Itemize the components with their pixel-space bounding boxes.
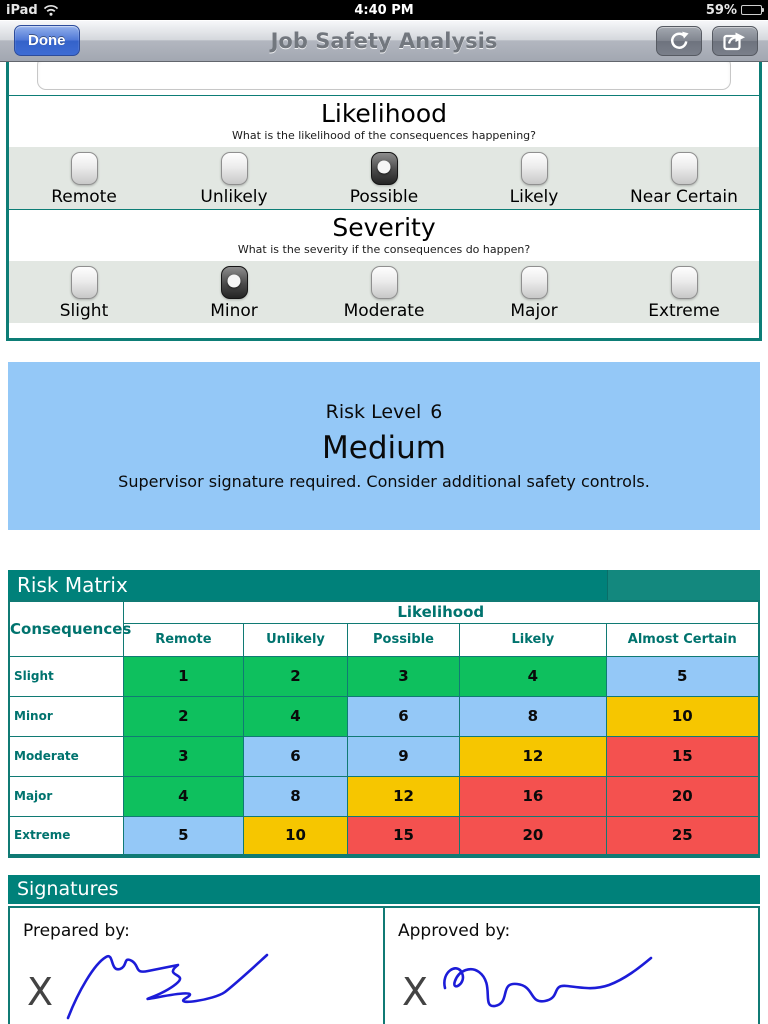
radio-icon[interactable] (221, 152, 248, 185)
matrix-cell: 2 (244, 656, 348, 696)
severity-group (9, 213, 759, 323)
severity-option-extreme[interactable] (609, 266, 759, 321)
matrix-row-header: Moderate (9, 736, 123, 776)
risk-description: Supervisor signature required. Consider additional safety controls. (118, 472, 650, 491)
radio-icon[interactable] (371, 266, 398, 299)
share-icon (722, 30, 748, 52)
prepared-by-label: Prepared by: (23, 921, 130, 941)
risk-level-value: 6 (430, 401, 443, 423)
matrix-cell: 5 (606, 656, 759, 696)
likelihood-option-possible[interactable] (309, 152, 459, 207)
done-button[interactable]: Done (14, 25, 80, 56)
likelihood-option-remote[interactable] (9, 152, 159, 207)
matrix-cell: 4 (123, 776, 244, 816)
option-label: Remote (51, 187, 117, 207)
matrix-cell: 8 (244, 776, 348, 816)
radio-icon[interactable] (671, 266, 698, 299)
x-mark: X (402, 970, 429, 1014)
risk-level-banner (8, 362, 760, 530)
matrix-cell: 10 (606, 696, 759, 736)
matrix-cell: 9 (347, 736, 460, 776)
risk-matrix-title: Risk Matrix (17, 573, 128, 597)
matrix-cell: 6 (347, 696, 460, 736)
matrix-row-header: Major (9, 776, 123, 816)
clock: 4:40 PM (354, 2, 414, 18)
radio-icon[interactable] (671, 152, 698, 185)
risk-matrix-table (8, 600, 760, 858)
signatures-title: Signatures (8, 875, 760, 904)
likelihood-subtitle: What is the likelihood of the consequences happening? (231, 129, 536, 142)
battery-percent-label: 59% (705, 2, 737, 18)
matrix-cell: 16 (460, 776, 606, 816)
matrix-cell: 12 (460, 736, 606, 776)
radio-selected-icon[interactable] (371, 152, 398, 185)
likelihood-group (9, 99, 759, 209)
prepared-signature-field[interactable] (10, 908, 383, 1024)
matrix-column-header: Unlikely (244, 623, 348, 656)
x-mark: X (27, 970, 54, 1014)
severity-subtitle: What is the severity if the consequences do happen? (237, 243, 531, 256)
matrix-row-header: Slight (9, 656, 123, 696)
battery-icon (741, 5, 762, 15)
matrix-row-header: Extreme (9, 816, 123, 856)
signatures-section (8, 875, 760, 1024)
radio-icon[interactable] (71, 266, 98, 299)
matrix-cell: 8 (460, 696, 606, 736)
severity-option-slight[interactable] (9, 266, 159, 321)
matrix-row (9, 696, 759, 736)
signatures-body (8, 906, 760, 1024)
matrix-cell: 20 (460, 816, 606, 856)
option-label: Extreme (648, 301, 720, 321)
likelihood-option-near-certain[interactable] (609, 152, 759, 207)
matrix-cell: 1 (123, 656, 244, 696)
risk-matrix-section (8, 570, 760, 858)
risk-matrix-header-spacer (607, 570, 760, 600)
approved-signature-stroke (437, 940, 687, 1024)
matrix-column-header: Remote (123, 623, 244, 656)
likelihood-option-unlikely[interactable] (159, 152, 309, 207)
share-button[interactable] (712, 26, 758, 56)
option-label: Slight (59, 301, 109, 321)
risk-matrix-header-bar (8, 570, 760, 600)
refresh-button[interactable] (656, 26, 702, 56)
option-label: Moderate (343, 301, 425, 321)
option-label: Minor (210, 301, 258, 321)
likelihood-option-likely[interactable] (459, 152, 609, 207)
likelihood-title: Likelihood (320, 99, 448, 128)
carrier-label: iPad (6, 2, 38, 18)
risk-category: Medium (322, 430, 446, 466)
severity-option-minor[interactable] (159, 266, 309, 321)
jsa-form-section (6, 56, 762, 341)
matrix-row (9, 656, 759, 696)
radio-selected-icon[interactable] (221, 266, 248, 299)
matrix-cell: 3 (123, 736, 244, 776)
matrix-cell: 10 (244, 816, 348, 856)
severity-option-major[interactable] (459, 266, 609, 321)
matrix-cell: 4 (460, 656, 606, 696)
matrix-row (9, 816, 759, 856)
option-label: Likely (509, 187, 559, 207)
separator (9, 95, 759, 96)
severity-options-row (9, 261, 759, 323)
radio-icon[interactable] (521, 152, 548, 185)
severity-option-moderate[interactable] (309, 266, 459, 321)
status-bar (0, 0, 768, 20)
matrix-cell: 3 (347, 656, 460, 696)
matrix-column-header: Almost Certain (606, 623, 759, 656)
severity-title: Severity (332, 213, 436, 242)
approved-by-label: Approved by: (398, 921, 511, 941)
matrix-cell: 25 (606, 816, 759, 856)
option-label: Unlikely (200, 187, 268, 207)
option-label: Near Certain (630, 187, 738, 207)
risk-level-label: Risk Level (325, 401, 422, 423)
matrix-cell: 12 (347, 776, 460, 816)
radio-icon[interactable] (71, 152, 98, 185)
radio-icon[interactable] (521, 266, 548, 299)
matrix-cell: 6 (244, 736, 348, 776)
option-label: Possible (349, 187, 419, 207)
matrix-column-header: Possible (347, 623, 460, 656)
matrix-cell: 20 (606, 776, 759, 816)
prepared-signature-stroke (62, 940, 302, 1024)
matrix-cell: 2 (123, 696, 244, 736)
approved-signature-field[interactable] (383, 908, 758, 1024)
option-label: Major (510, 301, 558, 321)
page-title: Job Safety Analysis (270, 28, 498, 53)
matrix-body (9, 656, 759, 856)
matrix-row-header: Minor (9, 696, 123, 736)
refresh-icon (668, 30, 690, 52)
matrix-row (9, 776, 759, 816)
matrix-column-header: Likely (460, 623, 606, 656)
matrix-corner-header: Consequences (9, 601, 123, 656)
matrix-cell: 5 (123, 816, 244, 856)
likelihood-options-row (9, 147, 759, 209)
risk-level-line (326, 401, 443, 423)
matrix-cell: 15 (347, 816, 460, 856)
matrix-cell: 15 (606, 736, 759, 776)
matrix-row (9, 736, 759, 776)
matrix-cell: 4 (244, 696, 348, 736)
navigation-bar (0, 20, 768, 62)
separator (9, 209, 759, 210)
matrix-colgroup-header: Likelihood (123, 601, 759, 623)
